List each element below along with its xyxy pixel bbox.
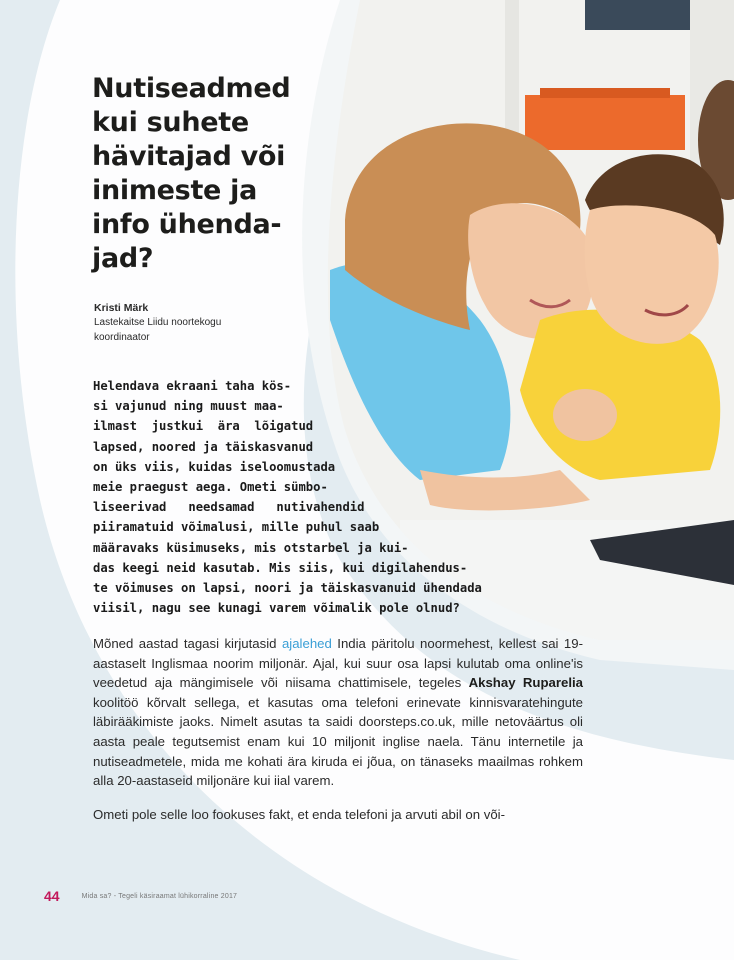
- page-number: 44: [44, 888, 60, 904]
- lead-line: piiramatuid võimalusi, mille puhul saab: [93, 520, 380, 535]
- newspapers-link[interactable]: ajalehed: [281, 636, 332, 651]
- author-role: Lastekaitse Liidu noortekogu koordinaator: [94, 317, 222, 343]
- author-block: [94, 301, 334, 345]
- lead-line: on üks viis, kuidas iseloomustada: [93, 459, 336, 474]
- publication-name: Mida sa? - Tegeli käsiraamat lühikorraline 2017: [81, 892, 238, 900]
- article-body: [93, 634, 583, 824]
- body-text: koolitöö kõrvalt sellega, et kasutas oma telefoni erinevate kinnisvaratehingute läbirääkimiste jaoks. Nimelt asutas ta saidi doorsteps.co.uk, mille netoväärtus oli aasta peale tegutsemist enam kui 10 miljonit inglise naela. Tänu internetile ja nutiseadmetele, mida me kohati ära kiruda ei jõua, on tänaseks maailmas rohkem alla 20-aastaseid miljonäre kui iial varem.: [93, 694, 583, 789]
- article-title: Nutiseadmed kui suhete hävitajad või inimeste ja info ühenda- jad?: [92, 73, 291, 274]
- lead-line: lapsed, noored ja täiskasvanud: [93, 439, 314, 454]
- person-name: Akshay Ruparelia: [468, 675, 583, 691]
- lead-paragraph: [93, 376, 482, 618]
- body-text: Mõned aastad tagasi kirjutasid: [93, 636, 282, 651]
- lead-line: liseerivad needsamad nutivahendid: [93, 500, 365, 515]
- author-name: Kristi Märk: [94, 302, 149, 314]
- lead-line: Helendava ekraani taha kös-: [93, 379, 292, 393]
- body-paragraph: Ometi pole selle loo fookuses fakt, et enda telefoni ja arvuti abil on või-: [93, 806, 505, 822]
- page-footer: [44, 888, 237, 904]
- lead-line: määravaks küsimuseks, mis otstarbel ja kui-: [93, 540, 409, 555]
- lead-line: das keegi neid kasutab. Mis siis, kui digilahendus-: [93, 560, 468, 575]
- lead-line: ilmast justkui ära lõigatud: [93, 419, 314, 434]
- lead-line: si vajunud ning muust maa-: [93, 399, 284, 414]
- body-text: India päritolu noormehest, kellest sai 19-aastaselt Inglismaa noorim miljonär. Ajal, kui suur osa lapsi kulutab oma online'is veedetud aja mängimisele või niisama chattimisele, tegeles: [93, 636, 583, 691]
- lead-line: meie praegust aega. Ometi sümbo-: [93, 480, 328, 495]
- lead-line: viisil, nagu see kunagi varem võimalik pole olnud?: [93, 601, 460, 616]
- body-paragraph: [93, 634, 583, 791]
- lead-line: te võimuses on lapsi, noori ja täiskasvanuid ühendada: [93, 581, 482, 596]
